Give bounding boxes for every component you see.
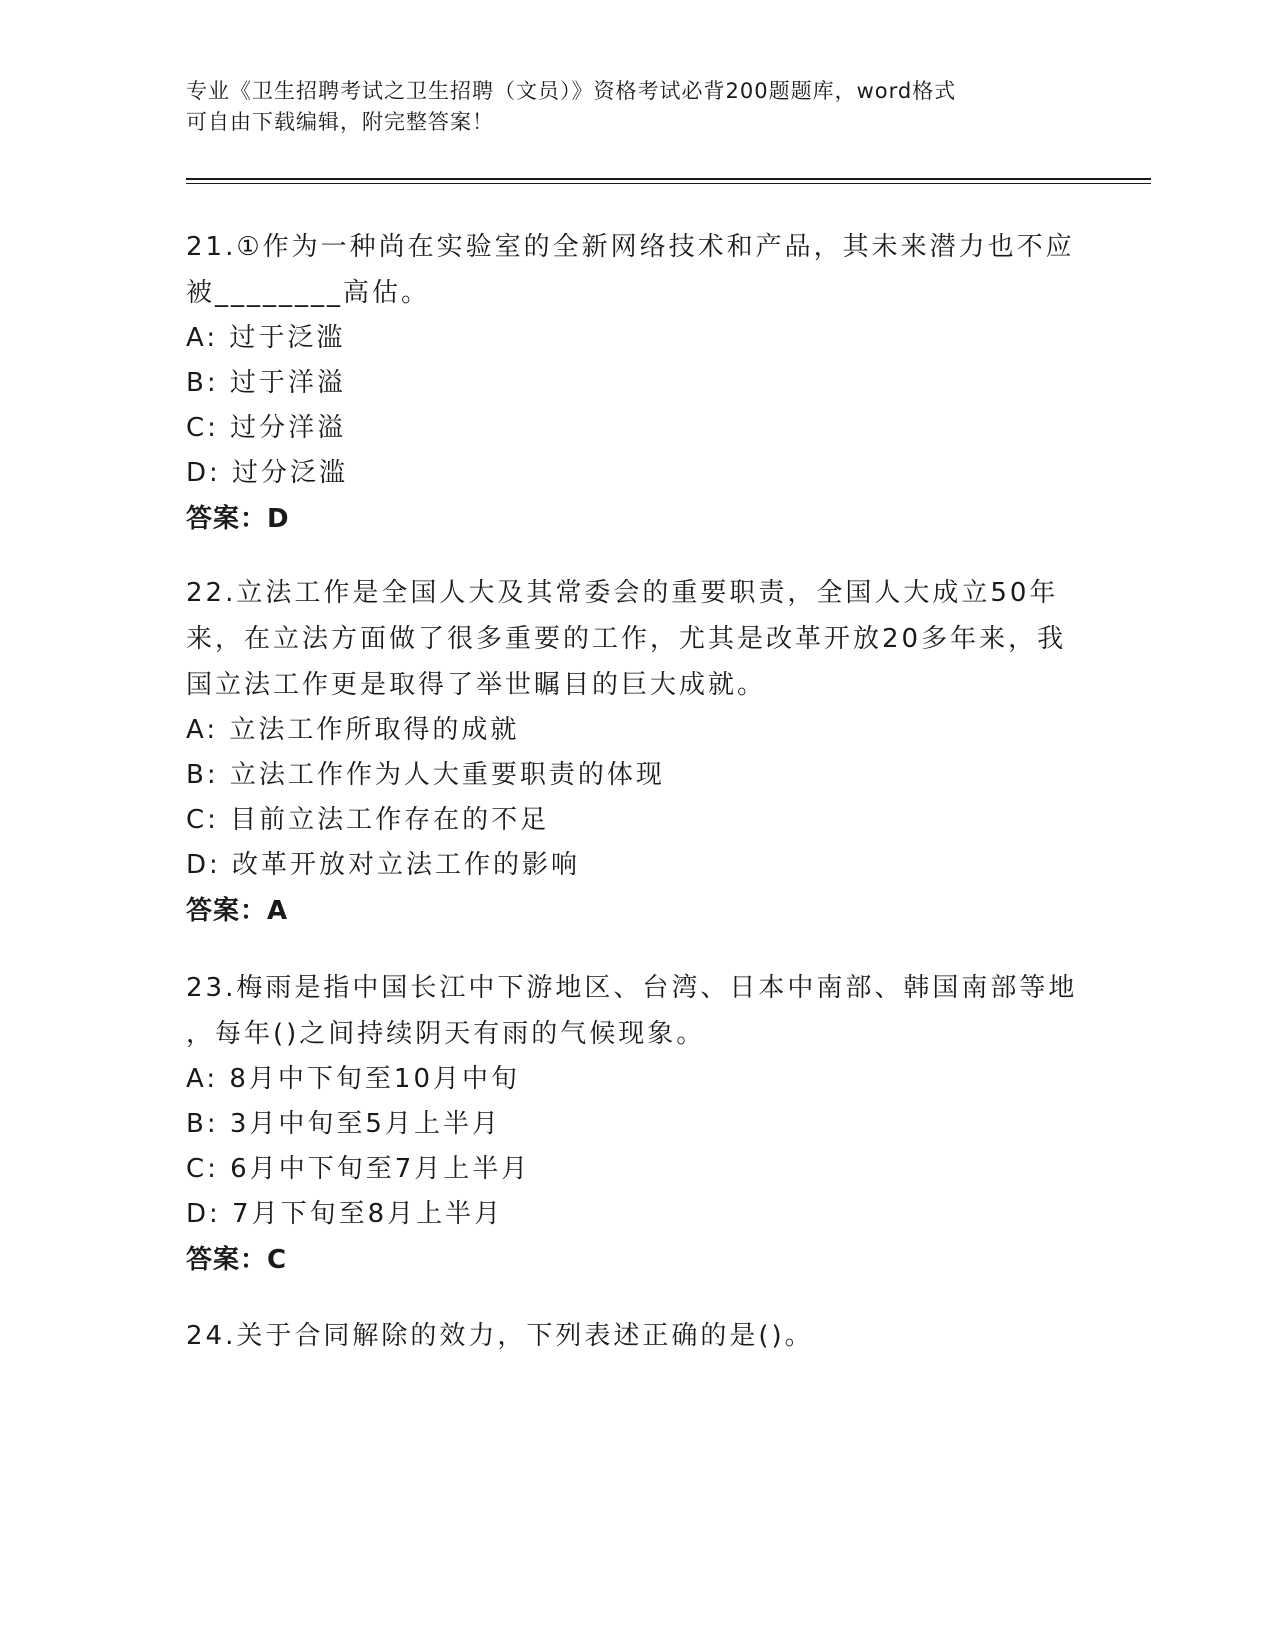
question-stem-line: 来，在立法方面做了很多重要的工作，尤其是改革开放20多年来，我 — [186, 624, 1067, 654]
answer-label: 答案：D — [186, 504, 290, 534]
option-b: B: 3月中旬至5月上半月 — [186, 1109, 501, 1139]
question-23 — [186, 965, 1086, 1283]
answer-label: 答案：C — [186, 1245, 288, 1275]
answer-label: 答案：A — [186, 896, 289, 926]
question-21 — [186, 224, 1086, 542]
option-d: D: 7月下旬至8月上半月 — [186, 1199, 504, 1229]
option-b: B: 过于洋溢 — [186, 368, 346, 398]
question-stem-line: 21.①作为一种尚在实验室的全新网络技术和产品，其未来潜力也不应 — [186, 232, 1075, 262]
option-c: C: 过分洋溢 — [186, 413, 347, 443]
question-stem-line: ，每年()之间持续阴天有雨的气候现象。 — [186, 1019, 706, 1049]
question-stem-line: 被________高估。 — [186, 278, 431, 308]
option-a: A: 8月中下旬至10月中旬 — [186, 1064, 520, 1094]
question-stem-line: 23.梅雨是指中国长江中下游地区、台湾、日本中南部、韩国南部等地 — [186, 973, 1078, 1003]
option-a: A: 过于泛滥 — [186, 323, 346, 353]
option-a: A: 立法工作所取得的成就 — [186, 715, 520, 745]
question-stem-line: 国立法工作更是取得了举世瞩目的巨大成就。 — [186, 670, 767, 700]
option-c: C: 6月中下旬至7月上半月 — [186, 1154, 531, 1184]
header-line-1: 专业《卫生招聘考试之卫生招聘（文员）》资格考试必背200题题库，word格式 — [186, 79, 957, 103]
question-stem-line: 22.立法工作是全国人大及其常委会的重要职责，全国人大成立50年 — [186, 578, 1059, 608]
option-d: D: 过分泛滥 — [186, 458, 349, 488]
header-line-2: 可自由下载编辑，附完整答案！ — [186, 110, 494, 134]
option-d: D: 改革开放对立法工作的影响 — [186, 850, 581, 880]
question-22 — [186, 570, 1086, 934]
question-stem-line: 24.关于合同解除的效力，下列表述正确的是()。 — [186, 1321, 814, 1351]
header-divider-thick — [186, 178, 1151, 180]
question-24 — [186, 1313, 1086, 1359]
option-b: B: 立法工作作为人大重要职责的体现 — [186, 760, 665, 790]
header-divider-thin — [186, 183, 1151, 184]
option-c: C: 目前立法工作存在的不足 — [186, 805, 550, 835]
document-header — [186, 76, 1066, 138]
